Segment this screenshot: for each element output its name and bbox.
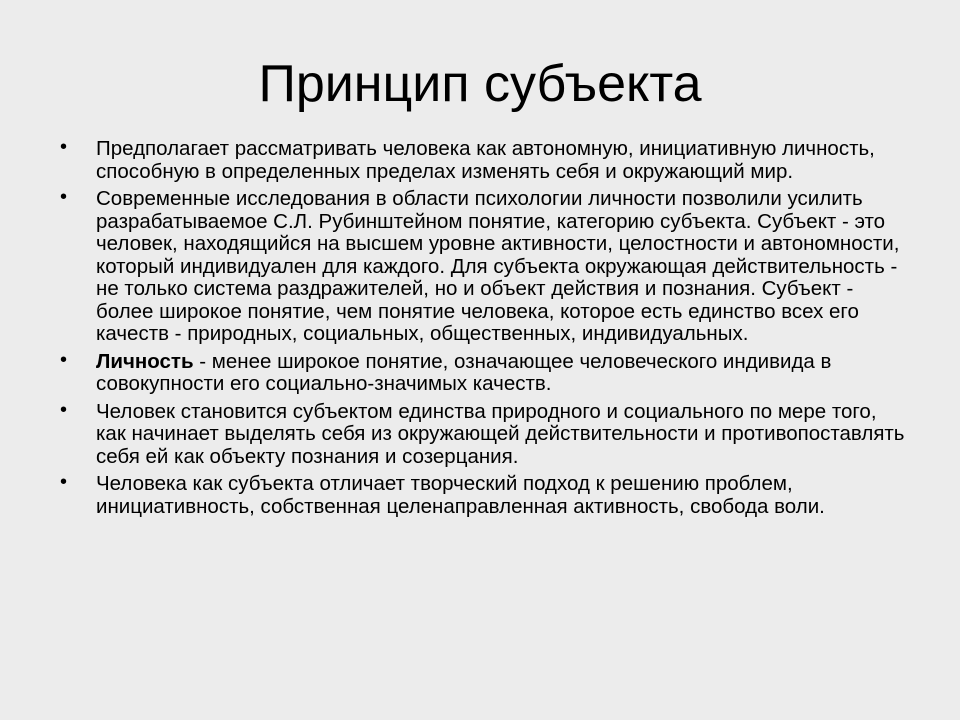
- bullet-text: - менее широкое понятие, означающее человеческого индивида в совокупности его социально-значимых качеств.: [96, 349, 832, 395]
- bullet-dot-icon: •: [60, 136, 68, 158]
- bullet-text: Человек становится субъектом единства природного и социального по мере того, как начинает выделять себя из окружающей действительности и противопоставлять себя ей как объекту познания и созерцания.: [96, 399, 905, 468]
- bullet-item: [60, 473, 910, 518]
- bullet-dot-icon: •: [60, 398, 68, 421]
- bullet-item: [60, 398, 910, 469]
- bullet-bold-term: Личность: [96, 349, 194, 373]
- bullet-item: [60, 188, 910, 346]
- bullet-text: Современные исследования в области психологии личности позволили усилить разрабатываемое С.Л. Рубинштейном понятие, категорию субъекта. Субъект - это человек, находящийся на высшем уровне активности, целостности и автономности, который индивидуален для каждого. Для субъекта окружающая действительность - не только система раздражителей, но и объект действия и познания. Субъект - более широкое понятие, чем понятие человека, которое есть единство всех его качеств - природных, социальных, общественных, индивидуальных.: [96, 187, 900, 345]
- slide-title: Принцип субъекта: [258, 55, 702, 113]
- bullet-item: [60, 348, 910, 396]
- bullet-text: Человека как субъекта отличает творческий подход к решению проблем, инициативность, собственная целенаправленная активность, свобода воли.: [96, 472, 825, 518]
- bullet-dot-icon: •: [60, 348, 68, 371]
- bullet-list: [60, 138, 910, 523]
- bullet-dot-icon: •: [60, 471, 68, 493]
- bullet-item: [60, 138, 910, 183]
- bullet-dot-icon: •: [60, 186, 68, 208]
- bullet-text: Предполагает рассматривать человека как автономную, инициативную личность, способную в определенных пределах изменять себя и окружающий мир.: [96, 137, 875, 183]
